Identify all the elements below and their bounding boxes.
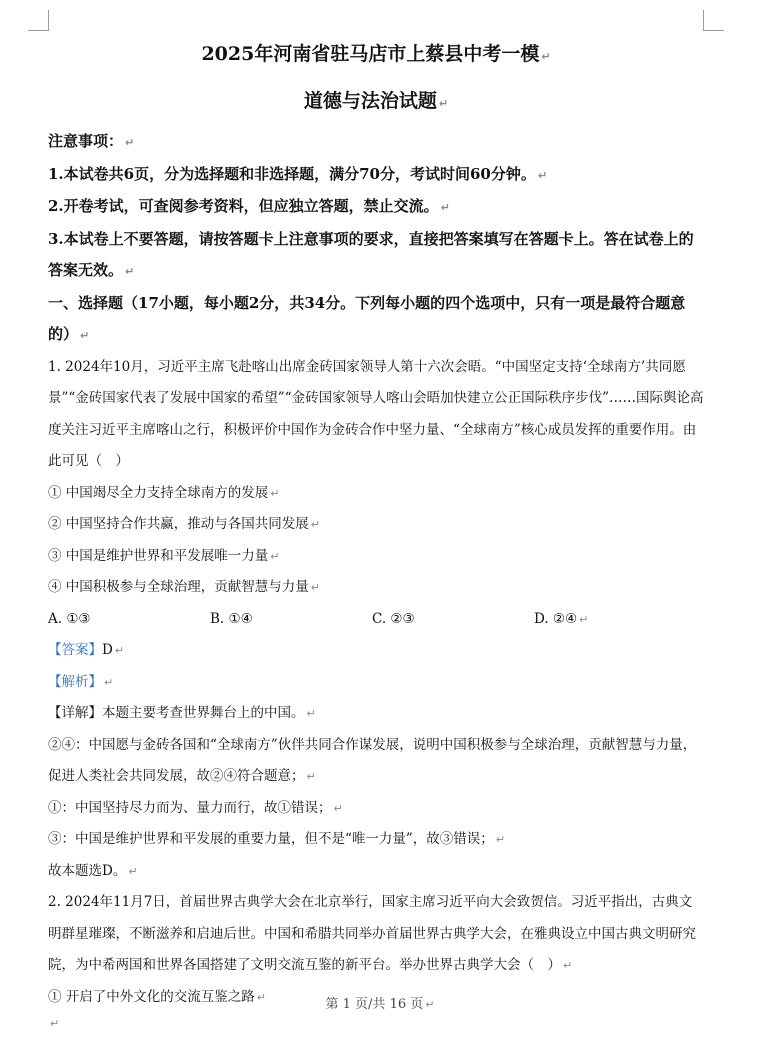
option-b: B. ①④ xyxy=(210,610,253,627)
question-1-options xyxy=(48,604,704,636)
detail-line: 【详解】本题主要考查世界舞台上的中国。 ↵ xyxy=(48,705,316,721)
section-heading-choice: 一、选择题（17小题，每小题2分，共34分。下列每小题的四个选项中，只有一项是最符合题意的） ↵ xyxy=(48,293,686,343)
title-line-2: 道德与法治试题 ↵ xyxy=(303,90,449,112)
option-c: C. ②③ xyxy=(372,610,415,627)
explanation-3: ③：中国是维护世界和平发展的重要力量，但不是“唯一力量”，故③错误； ↵ xyxy=(48,831,506,847)
option-a: A. ①③ xyxy=(48,610,91,627)
question-1-stem: 1. 2024年10月，习近平主席飞赴喀山出席金砖国家领导人第十六次会晤。“中国坚定支持‘全球南方’共同愿景”“金砖国家代表了发展中国家的希望”“金砖国家领导人喀山会晤加快建立公正国际秩序步伐”……国际舆论高度关注习近平主席喀山之行，积极评价中国作为金砖合作中坚力量、“全球南方”核心成员发挥的重要作用。由此可见（ ） xyxy=(48,358,704,469)
explanation-2: ①：中国坚持尽力而为、量力而行，故①错误； ↵ xyxy=(48,799,343,816)
title-line-1: 2025年河南省驻马店市上蔡县中考一模 ↵ xyxy=(201,43,551,65)
notice-item-3: 3.本试卷上不要答题，请按答题卡上注意事项的要求，直接把答案填写在答题卡上。答在试卷上的答案无效。 ↵ xyxy=(48,229,694,279)
detail-label: 【详解】 xyxy=(48,705,102,721)
notice-item-2: 2.开卷考试，可查阅参考资料，但应独立答题，禁止交流。 ↵ xyxy=(48,197,450,215)
question-2-stem: 2. 2024年11月7日，首届世界古典学大会在北京举行，国家主席习近平向大会致贺信。习近平指出，古典文明群星璀璨，不断滋养和启迪后世。中国和希腊共同举办首届世界古典学大会，在雅典设立中国古典文明研究院，为中希两国和世界各国搭建了文明交流互鉴的新平台。举办世界古典学大会（ ） ↵ xyxy=(48,894,696,973)
option-d: D. ②④ ↵ xyxy=(534,610,589,627)
document-page xyxy=(48,38,704,1013)
question-2-statement-1: ① 开启了中外文化的交流互鉴之路 ↵ xyxy=(48,988,267,1005)
notice-heading: 注意事项： ↵ xyxy=(48,132,135,150)
analysis-line: 【解析】 ↵ xyxy=(48,673,114,690)
question-1-statement-2: ② 中国坚持合作共赢，推动与各国共同发展 ↵ xyxy=(48,516,321,532)
question-1-statement-3: ③ 中国是维护世界和平发展唯一力量 ↵ xyxy=(48,547,280,564)
page-footer: 第 1 页/共 16 页 ↵ xyxy=(325,997,435,1012)
answer-line: 【答案】D ↵ xyxy=(48,642,125,658)
crop-mark-top-right xyxy=(703,10,724,31)
end-paragraph-mark: ↵ xyxy=(50,1017,60,1030)
analysis-label: 【解析】 xyxy=(48,673,102,690)
question-1-statement-1: ① 中国竭尽全力支持全球南方的发展 ↵ xyxy=(48,484,280,501)
question-1-statement-4: ④ 中国积极参与全球治理，贡献智慧与力量 ↵ xyxy=(48,579,321,595)
conclusion-line: 故本题选D。 ↵ xyxy=(48,862,138,879)
answer-label: 【答案】 xyxy=(48,642,102,658)
explanation-1: ②④：中国愿与金砖各国和“全球南方”伙伴共同合作谋发展，说明中国积极参与全球治理，贡献智慧与力量，促进人类社会共同发展，故②④符合题意； ↵ xyxy=(48,736,697,784)
answer-value: D xyxy=(102,642,113,658)
notice-item-1: 1.本试卷共6页，分为选择题和非选择题，满分70分，考试时间60分钟。 ↵ xyxy=(48,164,548,183)
crop-mark-top-left xyxy=(28,10,49,31)
